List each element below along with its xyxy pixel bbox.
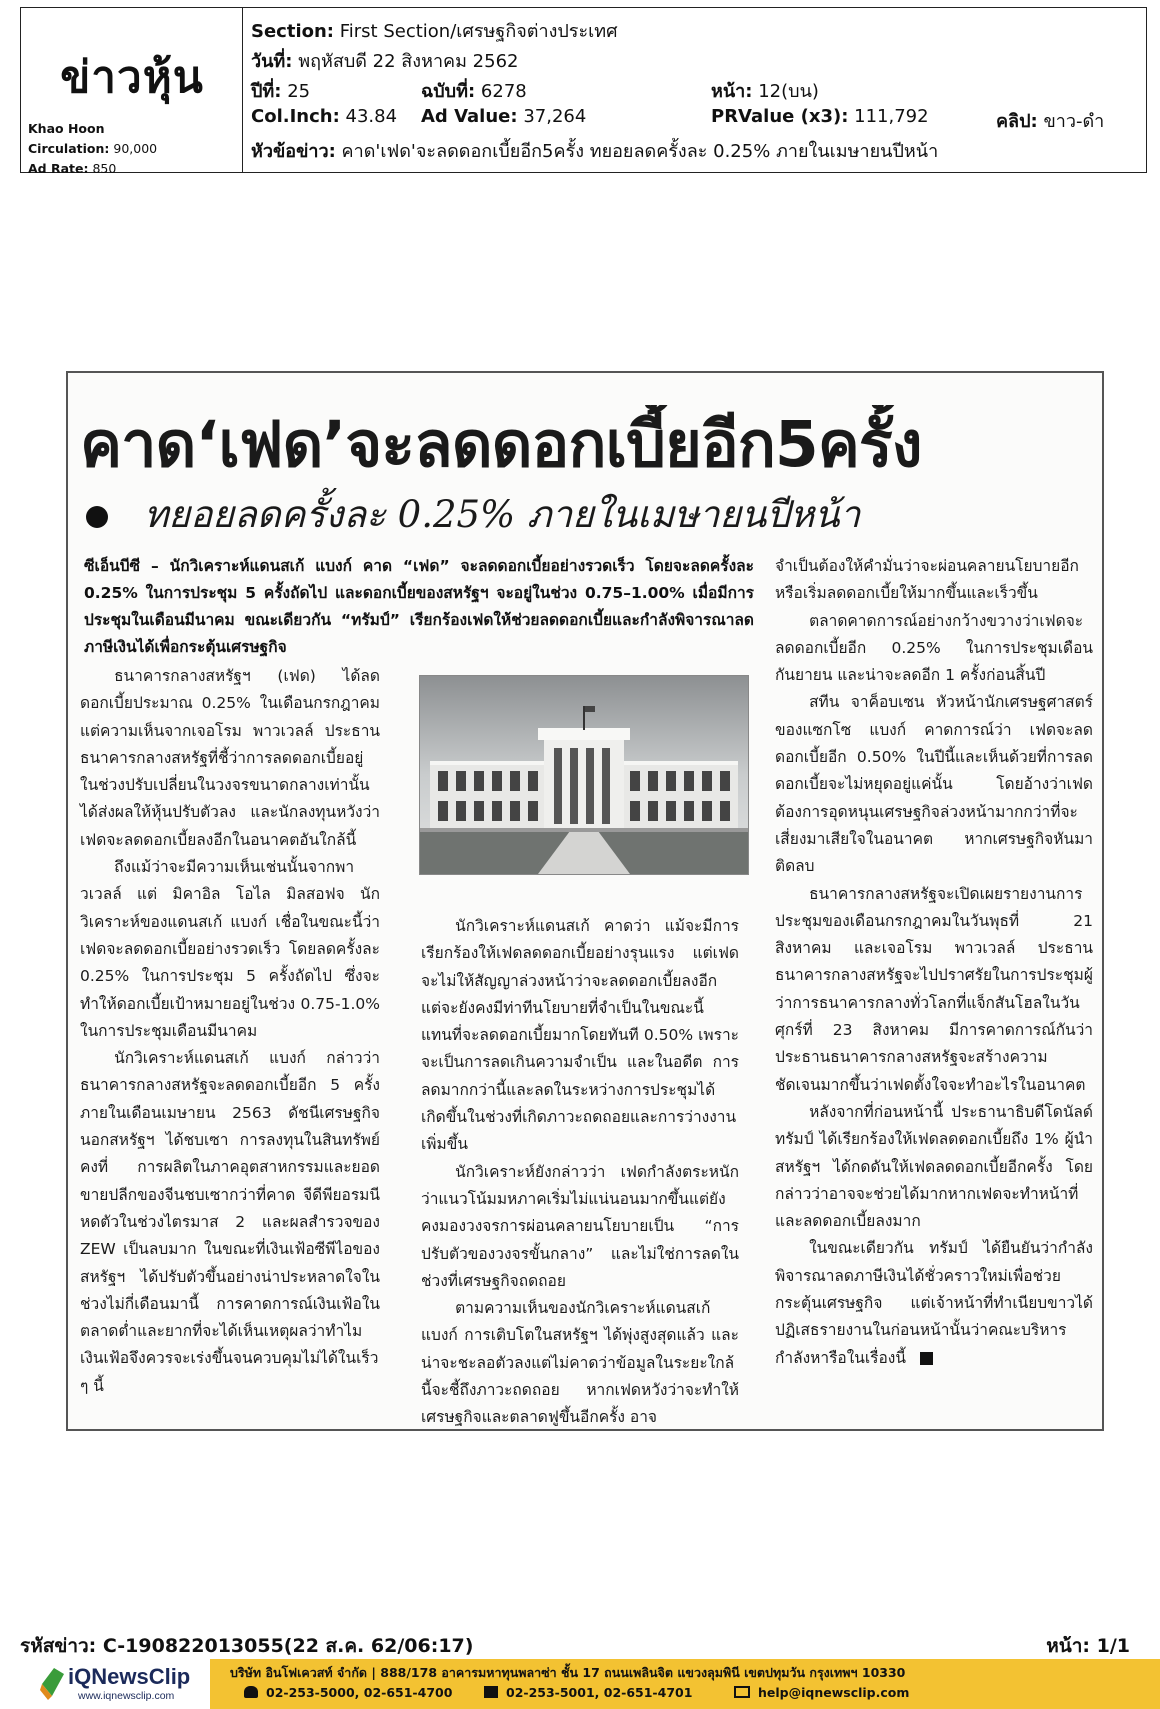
paragraph: ธนาคารกลางสหรัฐจะเปิดเผยรายงานการประชุมของเดือนกรกฎาคมในวันพุธที่ 21 สิงหาคม และเจอโรม พาวเวลล์ ประธานธนาคารกลางสหรัฐจะไปปราศรัยในการประชุมผู้ว่าการธนาคารกลางทั่วโลกที่แจ็กสันโฮลในวันศุกร์ที่ 23 สิงหาคม มีการคาดการณ์กันว่าประธานธนาคารกลางสหรัฐจะสร้างความชัดเจนมากขึ้นว่าเฟดตั้งใจจะทำอะไรในอนาคต (775, 884, 1093, 1094)
federal-reserve-building-photo (419, 675, 749, 875)
paragraph: ถึงแม้ว่าจะมีความเห็นเช่นนั้นจากพาวเวลล์ แต่ มิคาอิล โอไล มิลสอฟจ นักวิเคราะห์ของแดนสเก้ แบงก์ เชื่อในขณะนี้ว่า เฟดจะลดดอกเบี้ยอย่างรวดเร็ว โดยลดครั้งละ 0.25% ในการประชุม 5 ครั้งถัดไป ซึ่งจะทำให้ดอกเบี้ยเป้าหมายอยู่ในช่วง 0.75-1.0% ในการประชุมเดือนมีนาคม (80, 858, 380, 1040)
brand-name: iQNewsClip (68, 1664, 191, 1689)
headline-row: หัวข้อข่าว: คาด'เฟด'จะลดดอกเบี้ยอีก5ครั้ง ทยอยลดครั้งละ 0.25% ภายในเมษายนปีหน้า (251, 141, 939, 162)
company-address: บริษัท อินโฟเควสท์ จำกัด | 888/178 อาคารมหาทุนพลาซ่า ชั้น 17 ถนนเพลินจิต แขวงลุมพินี เขตปทุมวัน กรุงเทพฯ 10330 (230, 1665, 906, 1680)
paragraph: นักวิเคราะห์ยังกล่าวว่า เฟดกำลังตระหนักว่าแนวโน้มมหภาคเริ่มไม่แน่นอนมากขึ้นแต่ยังคงมองวงจรการผ่อนคลายนโยบายเป็น “การปรับตัวของวงจรขั้นกลาง” และไม่ใช่การลดในช่วงที่เศรษฐกิจถดถอย (421, 1162, 739, 1290)
footer-contact-bar (210, 1659, 1160, 1709)
article-subhead: ทยอยลดครั้งละ 0.25% ภายในเมษายนปีหน้า (144, 493, 861, 536)
date-row: วันที่: พฤหัสบดี 22 สิงหาคม 2562 (251, 51, 519, 72)
brand-logo (40, 1662, 200, 1706)
issue-row: ปีที่: 25 ฉบับที่: 6278 หน้า: 12(บน) (251, 81, 819, 102)
phone-icon (244, 1686, 258, 1698)
clip-meta-panel (251, 8, 1146, 172)
fax-contact: 02-253-5001, 02-651-4701 (484, 1685, 692, 1700)
article-column-2 (421, 913, 739, 1431)
building-icon (420, 676, 748, 874)
article-headline: คาด‘เฟด’จะลดดอกเบี้ยอีก5ครั้ง (80, 408, 922, 481)
paragraph: นักวิเคราะห์แดนสเก้ คาดว่า แม้จะมีการเรียกร้องให้เฟดลดดอกเบี้ยอย่างรุนแรง แต่เฟดจะไม่ให้สัญญาล่วงหน้าว่าจะลดดอกเบี้ยลงอีก แต่จะยังคงมีท่าทีนโยบายที่จำเป็นในขณะนี้ แทนที่จะลดดอกเบี้ยมากโดยทันที 0.50% เพราะจะเป็นการลดเกินความจำเป็น และในอดีต การลดมากกว่านี้และลดในระหว่างการประชุมได้เกิดขึ้นในช่วงที่เกิดภาวะถดถอยและการว่างงานเพิ่มขึ้น (421, 917, 739, 1154)
mail-icon (734, 1686, 750, 1698)
publication-panel (21, 8, 243, 176)
publication-logo: ข่าวหุ้น (60, 52, 204, 103)
paragraph: ตามความเห็นของนักวิเคราะห์แดนสเก้ แบงก์ การเติบโตในสหรัฐฯ ได้พุ่งสูงสุดแล้ว และน่าจะชะลอตัวลงแต่ไม่คาดว่าข้อมูลในระยะใกล้นี้จะชี้ถึงภาวะถดถอย หากเฟดหวังว่าจะทำให้เศรษฐกิจและตลาดฟูขึ้นอีกครั้ง อาจ (421, 1299, 739, 1427)
brand-mark-icon (40, 1666, 66, 1700)
paragraph: หลังจากที่ก่อนหน้านี้ ประธานาธิบดีโดนัลด์ ทรัมป์ ได้เรียกร้องให้เฟดลดดอกเบี้ยถึง 1% ผู้นำสหรัฐฯ ได้กดดันให้เฟดลดดอกเบี้ยอีกครั้ง โดยกล่าวว่าอาจจะช่วยได้มากหากเฟดจะทำหน้าที่และลดดอกเบี้ยลงมาก (775, 1102, 1093, 1231)
paragraph-last: ในขณะเดียวกัน ทรัมป์ ได้ยืนยันว่ากำลังพิจารณาลดภาษีเงินได้ชั่วคราวใหม่เพื่อช่วยกระตุ้นเศรษฐกิจ แต่เจ้าหน้าที่ทำเนียบขาวได้ปฏิเสธรายงานในก่อนหน้านั้นว่าคณะบริหารกำลังหารือในเรื่องนี้ (775, 1239, 1093, 1367)
publication-name: Khao Hoon (28, 121, 105, 136)
value-row: Col.Inch: 43.84 Ad Value: 37,264 PRValue (x3): 111,792 คลิป: ขาว-ดำ (251, 106, 1105, 132)
clip-info-header (20, 7, 1147, 176)
news-code: รหัสข่าว: C-190822013055(22 ส.ค. 62/06:17) (20, 1635, 474, 1657)
article-clipping (66, 371, 1104, 1431)
paragraph: ตลาดคาดการณ์อย่างกว้างขวางว่าเฟดจะลดดอกเบี้ยอีก 0.25% ในการประชุมเดือนกันยายน และน่าจะลดอีก 1 ครั้งก่อนสิ้นปี (775, 611, 1093, 685)
end-of-article-icon (920, 1352, 933, 1365)
page-indicator: หน้า: 1/1 (1046, 1635, 1130, 1657)
paragraph: จำเป็นต้องให้คำมั่นว่าจะผ่อนคลายนโยบายอีกหรือเริ่มลดดอกเบี้ยให้มากขึ้นและเร็วขึ้น (775, 557, 1079, 603)
paragraph: สทีน จาค็อบเซน หัวหน้านักเศรษฐศาสตร์ของแซกโซ แบงก์ คาดการณ์ว่า เฟดจะลดดอกเบี้ยอีก 0.50% ในปีนี้และเห็นด้วยที่การลดดอกเบี้ยจะไม่หยุดอยู่แค่นั้น โดยอ้างว่าเฟดต้องการอุดหนุนเศรษฐกิจล่วงหน้ามากกว่าที่จะเสี่ยงมาเสียใจในอนาคต หากเศรษฐกิจหันมาติดลบ (775, 693, 1093, 876)
circulation: Circulation: 90,000 (28, 141, 158, 156)
email-contact[interactable]: help@iqnewsclip.com (734, 1685, 909, 1700)
lead-source: ซีเอ็นบีซี – (84, 557, 159, 575)
article-lead (84, 553, 754, 661)
lead-text: นักวิเคราะห์แดนสเก้ แบงก์ คาด “เฟด” จะลดดอกเบี้ยอย่างรวดเร็ว โดยจะลดครั้งละ 0.25% ในการประชุม 5 ครั้งถัดไป และดอกเบี้ยของสหรัฐฯ จะอยู่ในช่วง 0.75–1.00% เมื่อมีการประชุมในเดือนมีนาคม ขณะเดียวกัน “ทรัมป์” เรียกร้องเฟดให้ช่วยลดดอกเบี้ยและกำลังพิจารณาลดภาษีเงินได้เพื่อกระตุ้นเศรษฐกิจ (84, 557, 754, 656)
bullet-icon (86, 506, 108, 528)
phone-contact: 02-253-5000, 02-651-4700 (244, 1685, 452, 1700)
fax-icon (484, 1686, 498, 1698)
section-row: Section: First Section/เศรษฐกิจต่างประเทศ (251, 21, 618, 42)
paragraph: นักวิเคราะห์แดนสเก้ แบงก์ กล่าวว่า ธนาคารกลางสหรัฐจะลดดอกเบี้ยอีก 5 ครั้งภายในเดือนเมษายน 2563 ดัชนีเศรษฐกิจนอกสหรัฐฯ ได้ชบเซา การลงทุนในสินทรัพย์คงที่ การผลิตในภาคอุตสาหกรรมและยอดขายปลีกของจีนชบเซากว่าที่คาด จีดีพียอรมนีหดตัวในช่วงไตรมาส 2 และผลสำรวจของ ZEW เป็นลบมาก ในขณะที่เงินเฟ้อซีพีไอของสหรัฐฯ ได้ปรับตัวขึ้นอย่างน่าประหลาดใจในช่วงไม่กี่เดือนมานี้ การคาดการณ์เงินเฟ้อในตลาดต่ำและยากที่จะได้เห็นเหตุผลว่าทำไมเงินเฟ้อจึงควรจะเร่งขึ้นจนควบคุมไม่ได้ในเร็ว ๆ นี้ (80, 1049, 380, 1395)
article-column-3 (775, 553, 1093, 1372)
paragraph: ธนาคารกลางสหรัฐฯ (เฟด) ได้ลดดอกเบี้ยประมาณ 0.25% ในเดือนกรกฎาคม แต่ความเห็นจากเจอโรม พาวเวลล์ ประธานธนาคารกลางสหรัฐที่ชี้ว่าการลดดอกเบี้ยอยู่ในช่วงปรับเปลี่ยนในวงจรขนาดกลางเท่านั้น ได้ส่งผลให้หุ้นปรับตัวลง และนักลงทุนหวังว่าเฟดจะลดดอกเบี้ยลงอีกในอนาคตอันใกล้นี้ (80, 667, 380, 849)
ad-rate: Ad Rate: 850 (28, 161, 117, 176)
article-column-1 (80, 663, 380, 1400)
brand-url[interactable]: www.iqnewsclip.com (78, 1690, 175, 1702)
